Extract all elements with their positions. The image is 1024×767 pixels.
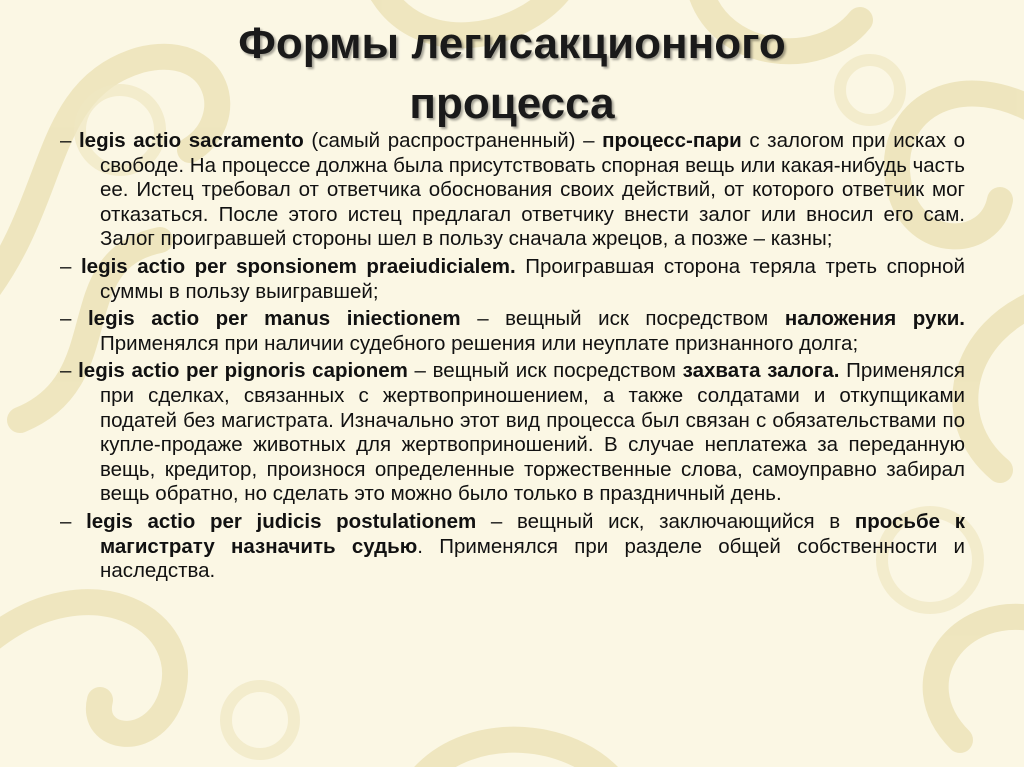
item-emphasis: процесс-пари — [602, 129, 742, 152]
item-text: с залогом при исках о свободе. На процессе должна была присутствовать спорная вещь или какая-нибудь часть ее. Истец требовал от ответчика обоснования своих действий, от которого ответчик мог отказаться. После этого истец предлагал ответчику внести залог или вносил его сам. Залог проигравшей стороны шел в пользу сначала жрецов, а позже – казны; — [100, 129, 965, 251]
item-dash: – — [60, 509, 87, 533]
list-item — [60, 129, 965, 252]
slide-body — [60, 129, 965, 587]
item-text: – вещный иск посредством — [407, 359, 683, 383]
item-text: Применялся при наличии судебного решения или неуплате признанного долга; — [100, 331, 859, 355]
item-dash: – — [60, 307, 88, 331]
item-text: Проигравшая сторона теряла треть спорной суммы в пользу выигравшей; — [100, 254, 965, 303]
item-dash: – — [60, 254, 81, 278]
item-text: . Применялся при разделе общей собственности и наследства. — [100, 534, 966, 583]
item-dash: – — [60, 129, 79, 152]
item-emphasis: захвата залога. — [682, 359, 840, 383]
item-text: – вещный иск, заключающийся в — [476, 509, 855, 533]
item-term: legis actio per sponsionem praeiudicialem. — [80, 254, 516, 278]
item-term: legis actio per pignoris capionem — [78, 359, 408, 383]
item-text: Применялся при сделках, связанных с жертвоприношением, а также солдатами и откупщиками податей без магистрата. Изначально этот вид процесса был связан с обязательствами по купле-продаже животных для жертвоприношений. В случае неплатежа за переданную вещь, кредитор, произнося определенные торжественные слова, самоуправно забирал вещь обратно, но сделать это можно было только в праздничный день. — [100, 359, 966, 506]
item-text: – вещный иск посредством — [460, 307, 785, 331]
list-item — [60, 510, 965, 584]
item-emphasis: наложения руки. — [784, 307, 965, 331]
slide-title-line-1: Формы легисакционного — [238, 19, 786, 68]
slide-title — [0, 14, 1024, 134]
list-item — [60, 359, 965, 507]
item-term: legis actio per manus iniectionem — [87, 307, 461, 331]
list-item — [60, 255, 965, 304]
item-term: legis actio sacramento — [78, 129, 304, 152]
item-emphasis: просьбе к магистрату назначить судью — [100, 509, 965, 558]
list-item — [60, 307, 965, 356]
slide-title-line-2: процесса — [409, 79, 615, 128]
item-text: (самый распространенный) – — [303, 129, 603, 152]
item-term: legis actio per judicis postulationem — [86, 509, 477, 533]
item-dash: – — [60, 359, 79, 383]
